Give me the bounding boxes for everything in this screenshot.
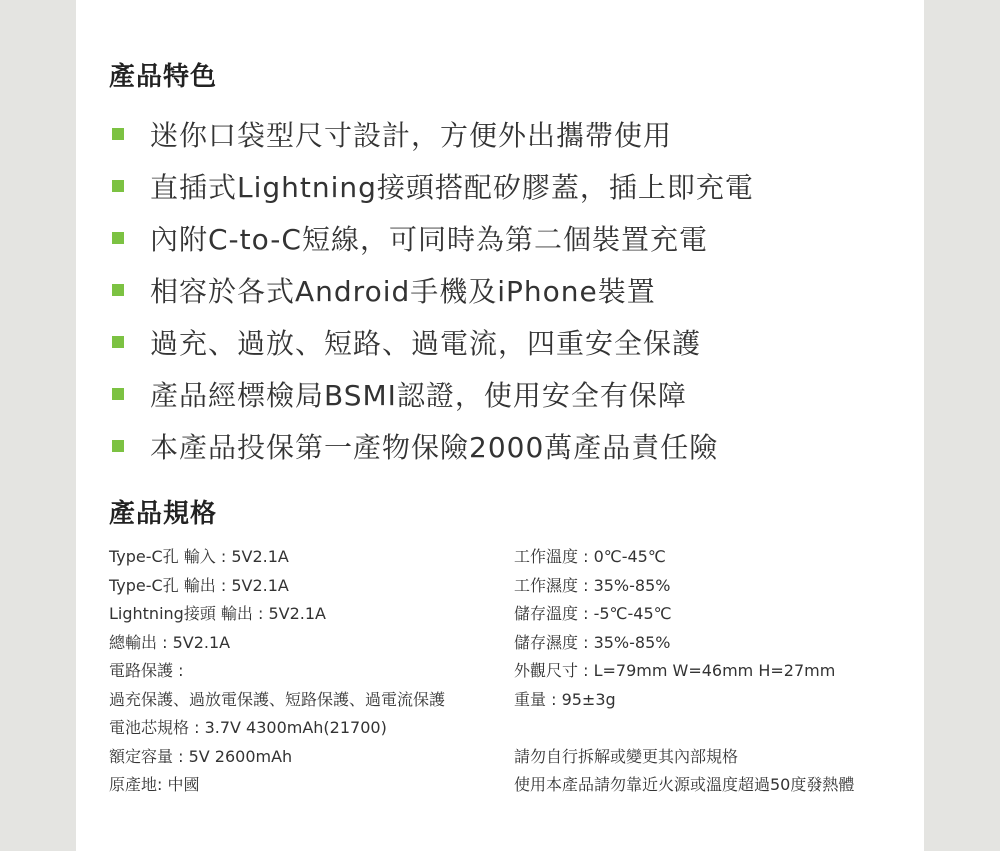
spec-line: 額定容量 : 5V 2600mAh [109, 746, 293, 766]
feature-item [112, 264, 754, 316]
feature-text: 迷你口袋型尺寸設計，方便外出攜帶使用 [150, 119, 673, 152]
feature-item [112, 420, 754, 472]
square-bullet-icon [112, 180, 124, 192]
square-bullet-icon [112, 336, 124, 348]
spec-line: Type-C孔 輸出 : 5V2.1A [109, 575, 289, 595]
spec-line: Lightning接頭 輸出 : 5V2.1A [109, 604, 326, 623]
specs-left-column [109, 543, 445, 800]
square-bullet-icon [112, 440, 124, 452]
spec-line: 電路保護 : [109, 661, 184, 680]
feature-text: 直插式Lightning接頭搭配矽膠蓋，插上即充電 [150, 171, 754, 204]
feature-item [112, 316, 754, 368]
spec-line: 過充保護、過放電保護、短路保護、過電流保護 [109, 689, 446, 709]
square-bullet-icon [112, 232, 124, 244]
feature-item [112, 368, 754, 420]
square-bullet-icon [112, 388, 124, 400]
feature-text: 本產品投保第一產物保險2000萬產品責任險 [150, 431, 719, 464]
warning-line: 請勿自行拆解或變更其內部規格 [514, 746, 739, 766]
spacer [514, 714, 854, 743]
spec-line: Type-C孔 輸入 : 5V2.1A [109, 547, 289, 566]
spec-line: 儲存濕度 : 35%-85% [514, 632, 671, 652]
spec-line: 電池芯規格 : 3.7V 4300mAh(21700) [109, 718, 387, 737]
spec-line: 儲存溫度 : -5℃-45℃ [514, 604, 672, 623]
specs-title: 產品規格 [109, 499, 218, 529]
feature-item [112, 212, 754, 264]
feature-text: 產品經標檢局BSMI認證，使用安全有保障 [150, 379, 687, 412]
feature-item [112, 160, 754, 212]
feature-item [112, 108, 754, 160]
spec-line: 總輸出 : 5V2.1A [109, 632, 231, 652]
features-title: 產品特色 [109, 62, 218, 92]
specs-right-column [514, 543, 854, 800]
spec-line: 工作溫度 : 0℃-45℃ [514, 547, 666, 566]
feature-text: 相容於各式Android手機及iPhone裝置 [150, 275, 656, 308]
square-bullet-icon [112, 284, 124, 296]
feature-text: 過充、過放、短路、過電流，四重安全保護 [150, 327, 702, 360]
spec-line: 工作濕度 : 35%-85% [514, 575, 671, 595]
square-bullet-icon [112, 128, 124, 140]
features-list [112, 108, 754, 472]
feature-text: 內附C-to-C短線，可同時為第二個裝置充電 [150, 223, 708, 256]
spec-line: 原產地: 中國 [109, 775, 200, 794]
warning-line: 使用本產品請勿靠近火源或溫度超過50度發熱體 [514, 775, 855, 794]
spec-line: 重量 : 95±3g [514, 689, 616, 709]
spec-line: 外觀尺寸 : L=79mm W=46mm H=27mm [514, 661, 836, 680]
